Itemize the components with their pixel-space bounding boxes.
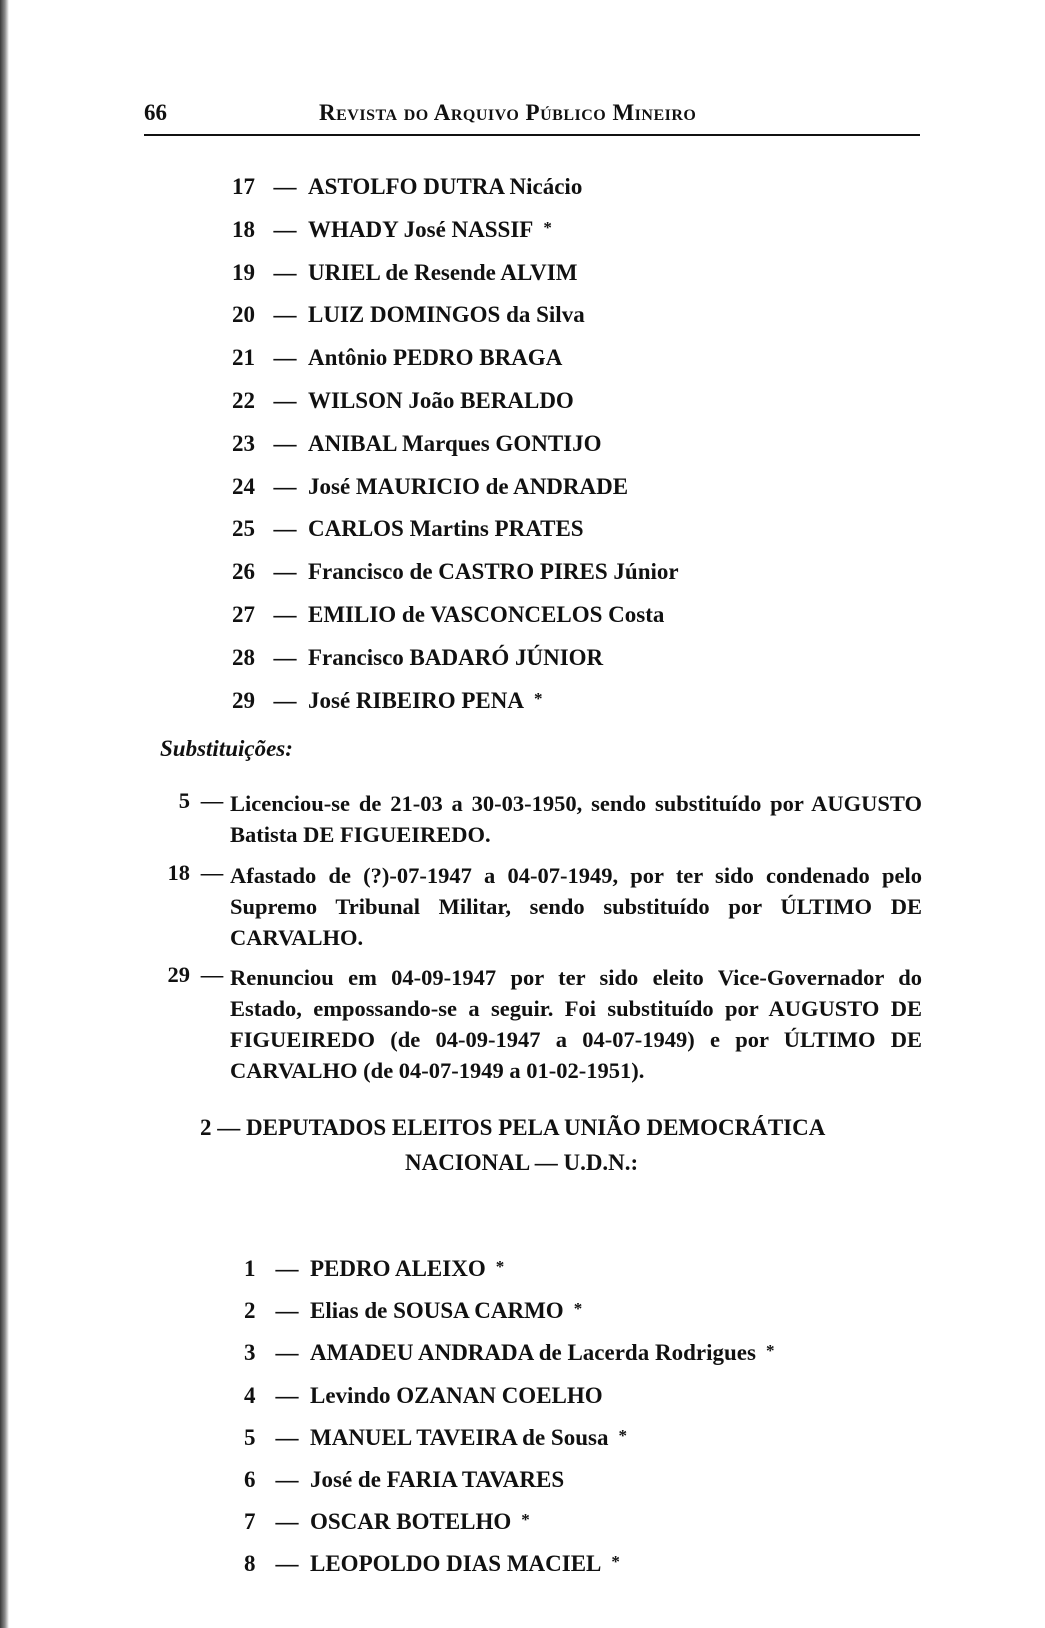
item-number: 7 bbox=[244, 1509, 256, 1535]
em-dash: — bbox=[200, 962, 224, 987]
em-dash: — bbox=[273, 687, 297, 713]
list-item bbox=[244, 1332, 774, 1374]
list-item bbox=[244, 1248, 774, 1290]
item-number: 19 bbox=[232, 259, 255, 285]
item-number: 2 bbox=[244, 1298, 256, 1324]
em-dash: — bbox=[273, 430, 297, 456]
item-number: 25 bbox=[232, 516, 255, 542]
item-number: 17 bbox=[232, 174, 255, 199]
item-number: 8 bbox=[244, 1551, 256, 1577]
list-item bbox=[232, 594, 689, 637]
em-dash: — bbox=[273, 644, 297, 670]
list-item bbox=[232, 637, 689, 680]
em-dash: — bbox=[273, 387, 297, 413]
em-dash: — bbox=[273, 216, 297, 242]
list-item bbox=[232, 294, 689, 337]
item-name: LUIZ DOMINGOS da Silva bbox=[308, 302, 585, 328]
item-name: MANUEL TAVEIRA de Sousa bbox=[310, 1424, 609, 1450]
item-name: José MAURICIO de ANDRADE bbox=[308, 473, 629, 499]
list-item bbox=[244, 1459, 774, 1501]
item-asterisk: * bbox=[543, 217, 552, 237]
em-dash: — bbox=[275, 1509, 299, 1535]
em-dash: — bbox=[273, 259, 297, 285]
item-name: WHADY José NASSIF bbox=[308, 216, 534, 242]
list-item bbox=[244, 1417, 774, 1459]
list-item bbox=[232, 209, 689, 252]
section-heading-line-1: 2 — DEPUTADOS ELEITOS PELA UNIÃO DEMOCRÁTICA bbox=[200, 1115, 826, 1140]
item-name: PEDRO ALEIXO bbox=[310, 1256, 486, 1281]
note-text: Afastado de (?)-07-1947 a 04-07-1949, por ter sido condenado pelo Supremo Tribunal Militar, sendo substituído por ÚLTIMO DE CARVALHO. bbox=[230, 863, 922, 950]
running-title: Revista do Arquivo Público Mineiro bbox=[319, 100, 697, 125]
item-name: Antônio PEDRO BRAGA bbox=[308, 345, 563, 371]
note-text: Licenciou-se de 21-03 a 30-03-1950, sendo substituído por AUGUSTO Batista DE FIGUEIREDO. bbox=[230, 791, 922, 847]
em-dash: — bbox=[273, 302, 297, 328]
item-asterisk: * bbox=[618, 1425, 627, 1445]
em-dash: — bbox=[275, 1466, 299, 1492]
list-item bbox=[232, 551, 689, 594]
note-number: 29 bbox=[167, 962, 190, 987]
deputies-list-udn bbox=[244, 1248, 774, 1586]
item-number: 29 bbox=[232, 687, 255, 713]
item-number: 21 bbox=[232, 345, 255, 371]
list-item bbox=[232, 466, 689, 509]
list-item bbox=[232, 166, 689, 209]
em-dash: — bbox=[273, 174, 297, 199]
note-number: 18 bbox=[167, 860, 190, 885]
em-dash: — bbox=[273, 559, 297, 585]
item-name: AMADEU ANDRADA de Lacerda Rodrigues bbox=[310, 1340, 756, 1366]
em-dash: — bbox=[275, 1298, 299, 1324]
em-dash: — bbox=[275, 1551, 299, 1577]
item-asterisk: * bbox=[765, 1341, 775, 1361]
em-dash: — bbox=[273, 345, 297, 371]
list-item bbox=[244, 1501, 774, 1543]
item-name: Levindo OZANAN COELHO bbox=[310, 1382, 603, 1408]
page-header bbox=[144, 100, 920, 136]
deputies-list-psd bbox=[232, 166, 689, 722]
substitution-note bbox=[160, 788, 922, 850]
item-number: 23 bbox=[232, 430, 255, 456]
item-number: 20 bbox=[232, 302, 255, 328]
item-number: 26 bbox=[232, 559, 255, 585]
em-dash: — bbox=[200, 788, 224, 813]
item-name: EMILIO de VASCONCELOS Costa bbox=[308, 601, 665, 627]
em-dash: — bbox=[275, 1340, 299, 1366]
section-heading bbox=[200, 1110, 900, 1180]
em-dash: — bbox=[273, 473, 297, 499]
item-name: José de FARIA TAVARES bbox=[310, 1466, 565, 1492]
item-number: 1 bbox=[244, 1256, 256, 1281]
list-item bbox=[244, 1543, 774, 1585]
substitutions-heading: Substituições: bbox=[160, 736, 293, 761]
item-number: 28 bbox=[232, 644, 255, 670]
item-number: 18 bbox=[232, 216, 255, 242]
item-name: José RIBEIRO PENA bbox=[308, 687, 524, 713]
em-dash: — bbox=[273, 516, 297, 542]
item-number: 5 bbox=[244, 1424, 256, 1450]
item-number: 24 bbox=[232, 473, 255, 499]
item-number: 4 bbox=[244, 1382, 256, 1408]
item-asterisk: * bbox=[611, 1552, 620, 1572]
item-name: ASTOLFO DUTRA Nicácio bbox=[308, 174, 583, 199]
item-number: 27 bbox=[232, 601, 255, 627]
item-name: Francisco de CASTRO PIRES Júnior bbox=[308, 559, 679, 585]
item-name: URIEL de Resende ALVIM bbox=[308, 259, 578, 285]
em-dash: — bbox=[275, 1256, 299, 1281]
em-dash: — bbox=[275, 1424, 299, 1450]
item-asterisk: * bbox=[573, 1299, 583, 1319]
item-name: ANIBAL Marques GONTIJO bbox=[308, 430, 602, 456]
list-item bbox=[232, 337, 689, 380]
item-name: WILSON João BERALDO bbox=[308, 387, 574, 413]
em-dash: — bbox=[273, 601, 297, 627]
list-item bbox=[232, 252, 689, 295]
substitution-note bbox=[160, 962, 922, 1086]
item-asterisk: * bbox=[533, 688, 543, 708]
item-number: 22 bbox=[232, 387, 255, 413]
em-dash: — bbox=[275, 1382, 299, 1408]
list-item bbox=[244, 1375, 774, 1417]
scan-edge-shadow bbox=[0, 0, 9, 1628]
item-name: LEOPOLDO DIAS MACIEL bbox=[310, 1551, 602, 1577]
item-name: Francisco BADARÓ JÚNIOR bbox=[308, 644, 604, 670]
section-heading-line-2: NACIONAL — U.D.N.: bbox=[405, 1150, 639, 1175]
item-number: 3 bbox=[244, 1340, 256, 1366]
item-number: 6 bbox=[244, 1466, 256, 1492]
list-item bbox=[244, 1290, 774, 1332]
item-name: OSCAR BOTELHO bbox=[310, 1509, 512, 1535]
list-item bbox=[232, 680, 689, 723]
item-name: CARLOS Martins PRATES bbox=[308, 516, 584, 542]
item-asterisk: * bbox=[495, 1257, 505, 1276]
item-name: Elias de SOUSA CARMO bbox=[310, 1298, 564, 1324]
list-item bbox=[232, 380, 689, 423]
note-number: 5 bbox=[178, 788, 190, 813]
list-item bbox=[232, 508, 689, 551]
page-number: 66 bbox=[144, 100, 167, 125]
list-item bbox=[232, 423, 689, 466]
note-text: Renunciou em 04-09-1947 por ter sido eleito Vice-Governador do Estado, empossando-se a seguir. Foi substituído por AUGUSTO DE FIGUEIREDO (de 04-09-1947 a 04-07-1949) e por ÚLTIMO DE CARVALHO (de 04-07-1949 a 01-02-1951). bbox=[230, 965, 922, 1083]
item-asterisk: * bbox=[521, 1510, 530, 1530]
substitution-note bbox=[160, 860, 922, 953]
em-dash: — bbox=[200, 860, 224, 885]
